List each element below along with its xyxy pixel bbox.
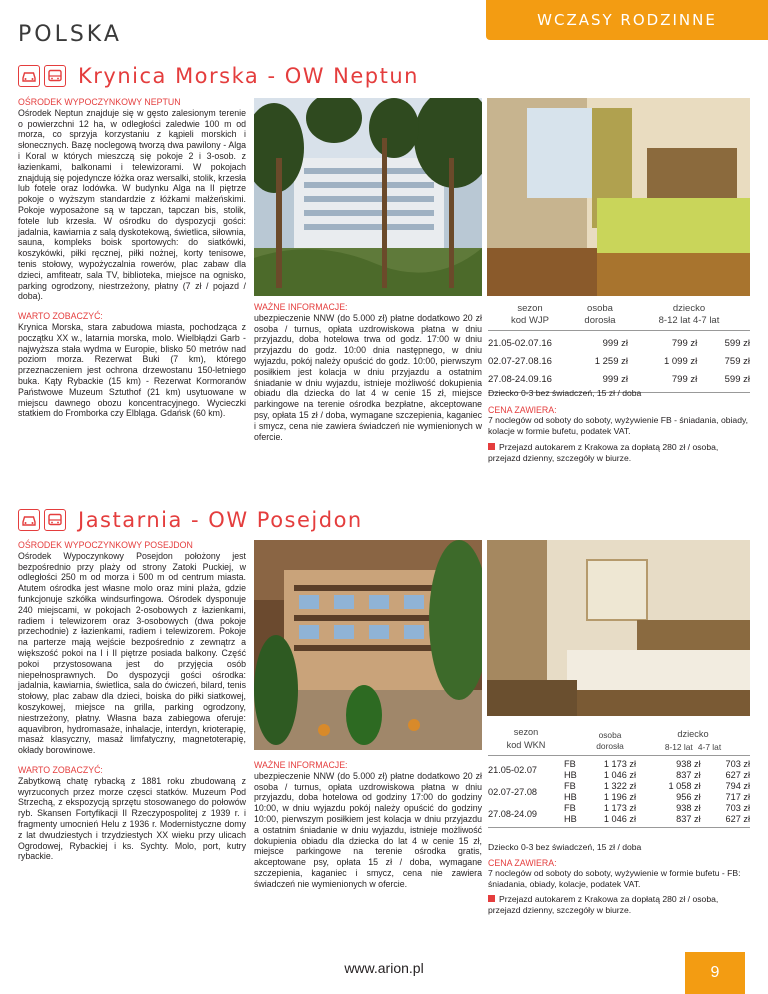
table-row: HB 1 196 zł 956 zł 717 zł	[564, 792, 750, 802]
info-heading: WAŻNE INFORMACJE:	[254, 302, 348, 312]
category-tab: WCZASY RODZINNE	[486, 0, 768, 40]
table-row: HB 1 046 zł 837 zł 627 zł	[564, 814, 750, 824]
table-row: 21.05-02.07.16 999 zł 799 zł 599 zł	[488, 338, 750, 349]
notes-neptun	[488, 388, 750, 464]
table-row: 27.08-24.09.16 999 zł 799 zł 599 zł	[488, 374, 750, 385]
child-label: dziecko	[677, 728, 709, 739]
website-url[interactable]: www.arion.pl	[344, 960, 424, 976]
child-label: dziecko	[672, 303, 706, 314]
child-col-1: 8-12 lat	[664, 741, 693, 752]
table-row: 02.07-27.08 FB 1 322 zł 1 058 zł 794 zł	[488, 781, 750, 797]
hotel-name: Krynica Morska - OW Neptun	[78, 64, 419, 88]
season-label: sezon	[513, 727, 539, 737]
sights-text: Zabytkową chatę rybacką z 1881 roku zbudowaną z wyrzuconych przez morze częsci statków. Muzeum Pod Strzechą, z ekspozycją sprzętu stosowanego do połowów ryb. Skansen Fortyfikacji II Rzeczypospolitej z 1939 r. i fragmenty umocnień Helu z 1936 r. Modernistyczne domy z lat dwudziestych i trzydziestych XX wieku przy ulicach Ogrodowej, Rybackiej i ks. Sychty. Molo, port, kutry rybackie.	[18, 775, 246, 862]
sights-heading: WARTO ZOBACZYĆ:	[18, 764, 103, 775]
price-includes-heading: CENA ZAWIERA:	[488, 857, 557, 868]
hotel-description: Ośrodek Neptun znajduje się w gęsto zalesionym terenie o powierzchni 12 ha, w odległości zaledwie 100 m od morza, co sprzyja korzystaniu z kąpieli morskich i słonecznych. Bazę noclegową tworzą dwa pawilony - Alga i Koral w których mieszczą się pokoje 2 i 3-osob. z łazienkami, balkonami i telewizorami. W pokojach znajdują się pojedyncze łóżka oraz wersalki, stolik, krzesła lub fotele oraz lodówka. W budynku Alga na II piętrze pokoje o wyższym standardzie z łóżkami małżeńskimi. Pokoje wyposażone są w tapczan, tapczan bis, stolik, fotele lub krzesła. W ośrodku do dyspozycji gości: jadalnia, kawiarnia z salą dyskotekową, świetlica, siłownia, sauna, kompleks boisk sportowych: do siatkówki, koszykówki, piłki ręcznej, piłki nożnej, korty tenisowe, tenis stołowy, wypożyczalnia rowerów, plac zabaw dla dzieci, amfiteatr, sala TV, biblioteka, miejsce na ognisko, parking ogrodzony, niestrzeżony, płatny (7 zł / pojazd / doba).	[18, 107, 246, 302]
table-row: HB 1 046 zł 837 zł 627 zł	[564, 770, 750, 780]
table-row: 02.07-27.08.16 1 259 zł 1 099 zł 759 zł	[488, 356, 750, 367]
bullet-icon	[488, 895, 495, 902]
bus-icon	[44, 509, 66, 531]
hotel-exterior-photo	[254, 540, 482, 750]
table-row: 27.08-24.09 FB 1 173 zł 938 zł 703 zł	[488, 803, 750, 819]
child-col-2: 4-7 lat	[697, 741, 722, 752]
bus-icon	[44, 65, 66, 87]
price-includes-heading: CENA ZAWIERA:	[488, 404, 557, 415]
hotel-description: Ośrodek Wypoczynkowy Posejdon położony jest bezpośrednio przy plaży od strony Zatoki Puckiej, w odległości 250 m od morza i 500 m od centrum miasta. Atutem ośrodka jest własne molo oraz mini plaża, gdzie funkcjonuje szkółka windsurfingowa. Ośrodek dysponuje 240 miejscami, w pokojach 2-osobowych z łazienkami, radiem i telewizorem oraz 3-osobowych (dwa pokoje przechodnie) z łazienkami, radiem i telewizorem. Pokoje na parterze mają wejście bezpośrednio z zewnątrz a większość pokoi na I i II piętrze posiada balkony. Część pokoi przystosowana jest do przyjęcia osób niepełnosprawnych. Do dyspozycji gości ośrodka: jadalnia, kawiarnia, świetlica, sala do ćwiczeń, bilard, tenis stołowy, plac zabaw dla dzieci, boiska do piłki siatkowej, koszykowej, miejsce na grilla, parking ogrodzony, niestrzeżony, płatny. Własna baza zabiegowa oferuje: aquavibron, hydromasaże, inhalacje, interdyn, krioterapię, masaż klasyczny, masaż limfatyczny, magnetoterapię, okłady borowinowe.	[18, 550, 246, 756]
hotel-room-photo	[487, 540, 750, 716]
season-label: sezon	[517, 303, 543, 314]
hotel-header-posejdon	[18, 506, 363, 534]
resort-heading: OŚRODEK WYPOCZYNKOWY NEPTUN	[18, 97, 181, 107]
price-table-neptun	[488, 303, 750, 393]
hotel-description-column	[18, 540, 246, 862]
price-includes-text: 7 noclegów od soboty do soboty, wyżywienie w formie bufetu - FB: śniadania, obiady, kolacje, podatek VAT.	[488, 868, 741, 889]
hotel-room-photo	[487, 98, 750, 296]
hotel-description-column	[18, 97, 246, 419]
child-free-note: Dziecko 0-3 bez świadczeń, 15 zł / doba	[488, 388, 642, 398]
page-number: 9	[685, 952, 745, 994]
car-icon	[18, 509, 40, 531]
season-code: kod WKN	[506, 740, 546, 750]
important-info-column	[254, 302, 482, 442]
hotel-header-neptun	[18, 62, 419, 90]
info-text: ubezpieczenie NNW (do 5.000 zł) płatne dodatkowo 20 zł osoba / turnus, opłata uzdrowiskowa płatna w dniu przyjazdu, doba hotelowa od godziny 17:00 do godziny 10:00, w dniu wyjazdu pokój należy opuścić do godziny 10:00, pierwszym posiłkiem jest kolacja w dniu przyjazdu a ostatnim śniadanie w dniu wyjazdu, istnieje możliwość dokupienia obiadu dla dziecka do lat 4 w cenie 15 zł, miejsce parkingowe na terenie ośrodka gratis, akceptowane psy, opłata 15 zł / doba, wymagane szczepienia, kaganiec i smycz, cena nie zawiera świadczeń nie wymienionych w ofercie.	[254, 770, 482, 889]
child-free-note: Dziecko 0-3 bez świadczeń, 15 zł / doba	[488, 842, 642, 852]
price-table-posejdon	[488, 726, 750, 828]
notes-posejdon	[488, 842, 750, 916]
important-info-column	[254, 760, 482, 890]
info-heading: WAŻNE INFORMACJE:	[254, 760, 348, 770]
car-icon	[18, 65, 40, 87]
transport-note: Przejazd autokarem z Krakowa za dopłatą 280 zł / osoba, przejazd dzienny, szczegóły w biurze.	[488, 894, 719, 915]
sights-text: Krynica Morska, stara zabudowa miasta, pochodząca z początku XX w., latarnia morska, molo. Wielbłądzi Garb - najwyższa stała wydma w Europie, blisko 50 metrów nad poziom morza. Rezerwat Buki (7 km), którego przeznaczeniem jest ochrona drzewostanu 150-letniego buka. Kąty Rybackie (15 km) - Rezerwat Kormoranów Państwowe Muzeum Sztuthof (21 km) usytuowane w miejscu dawnego obozu koncentracyjnego. Wycieczki statkiem do Fromborka czy Elbląga. Gdańsk (60 km).	[18, 321, 246, 419]
adult-label-2: dorosła	[584, 315, 616, 326]
adult-label: osoba	[598, 729, 622, 740]
transport-note: Przejazd autokarem z Krakowa za dopłatą 280 zł / osoba, przejazd dzienny, szczegóły w biurze.	[488, 442, 719, 463]
hotel-exterior-photo	[254, 98, 482, 296]
bullet-icon	[488, 443, 495, 450]
price-includes-text: 7 noclegów od soboty do soboty, wyżywienie FB - śniadania, obiady, kolacje w formie bufetu, podatek VAT.	[488, 415, 749, 436]
child-col-2: 4-7 lat	[692, 315, 720, 326]
adult-label: osoba	[587, 303, 613, 314]
adult-label-2: dorosła	[596, 740, 624, 751]
table-row: 21.05-02.07 FB 1 173 zł 938 zł 703 zł	[488, 759, 750, 775]
season-code: kod WJP	[510, 315, 549, 326]
sights-heading: WARTO ZOBACZYĆ:	[18, 311, 103, 322]
country-title: POLSKA	[18, 22, 122, 47]
resort-heading: OŚRODEK WYPOCZYNKOWY POSEJDON	[18, 540, 193, 550]
info-text: ubezpieczenie NNW (do 5.000 zł) płatne dodatkowo 20 zł osoba / turnus, opłata uzdrowiskowa płatna w dniu przyjazdu, doba hotelowa trwa od godz. 17:00 w dniu przyjazdu do godz. 10:00 dnia następnego, w dniu wyjazdu, pokój należy opuścić do godz. 10:00, pierwszym posiłkiem jest kolacja w dniu przyjazdu a ostatnim śniadanie w dniu wyjazdu, istnieje możliwość dokupienia obiadu dla dziecka do lat 4 w cenie 15 zł, miejsce parkingowe na terenie ośrodka bezpłatne, akceptowane psy, opłata 15 zł / doba, wymagane szczepienia, kaganiec i smycz, cena nie zawiera świadczeń nie wymienionych w ofercie.	[254, 312, 482, 442]
child-col-1: 8-12 lat	[658, 315, 691, 326]
hotel-name: Jastarnia - OW Posejdon	[78, 508, 363, 532]
